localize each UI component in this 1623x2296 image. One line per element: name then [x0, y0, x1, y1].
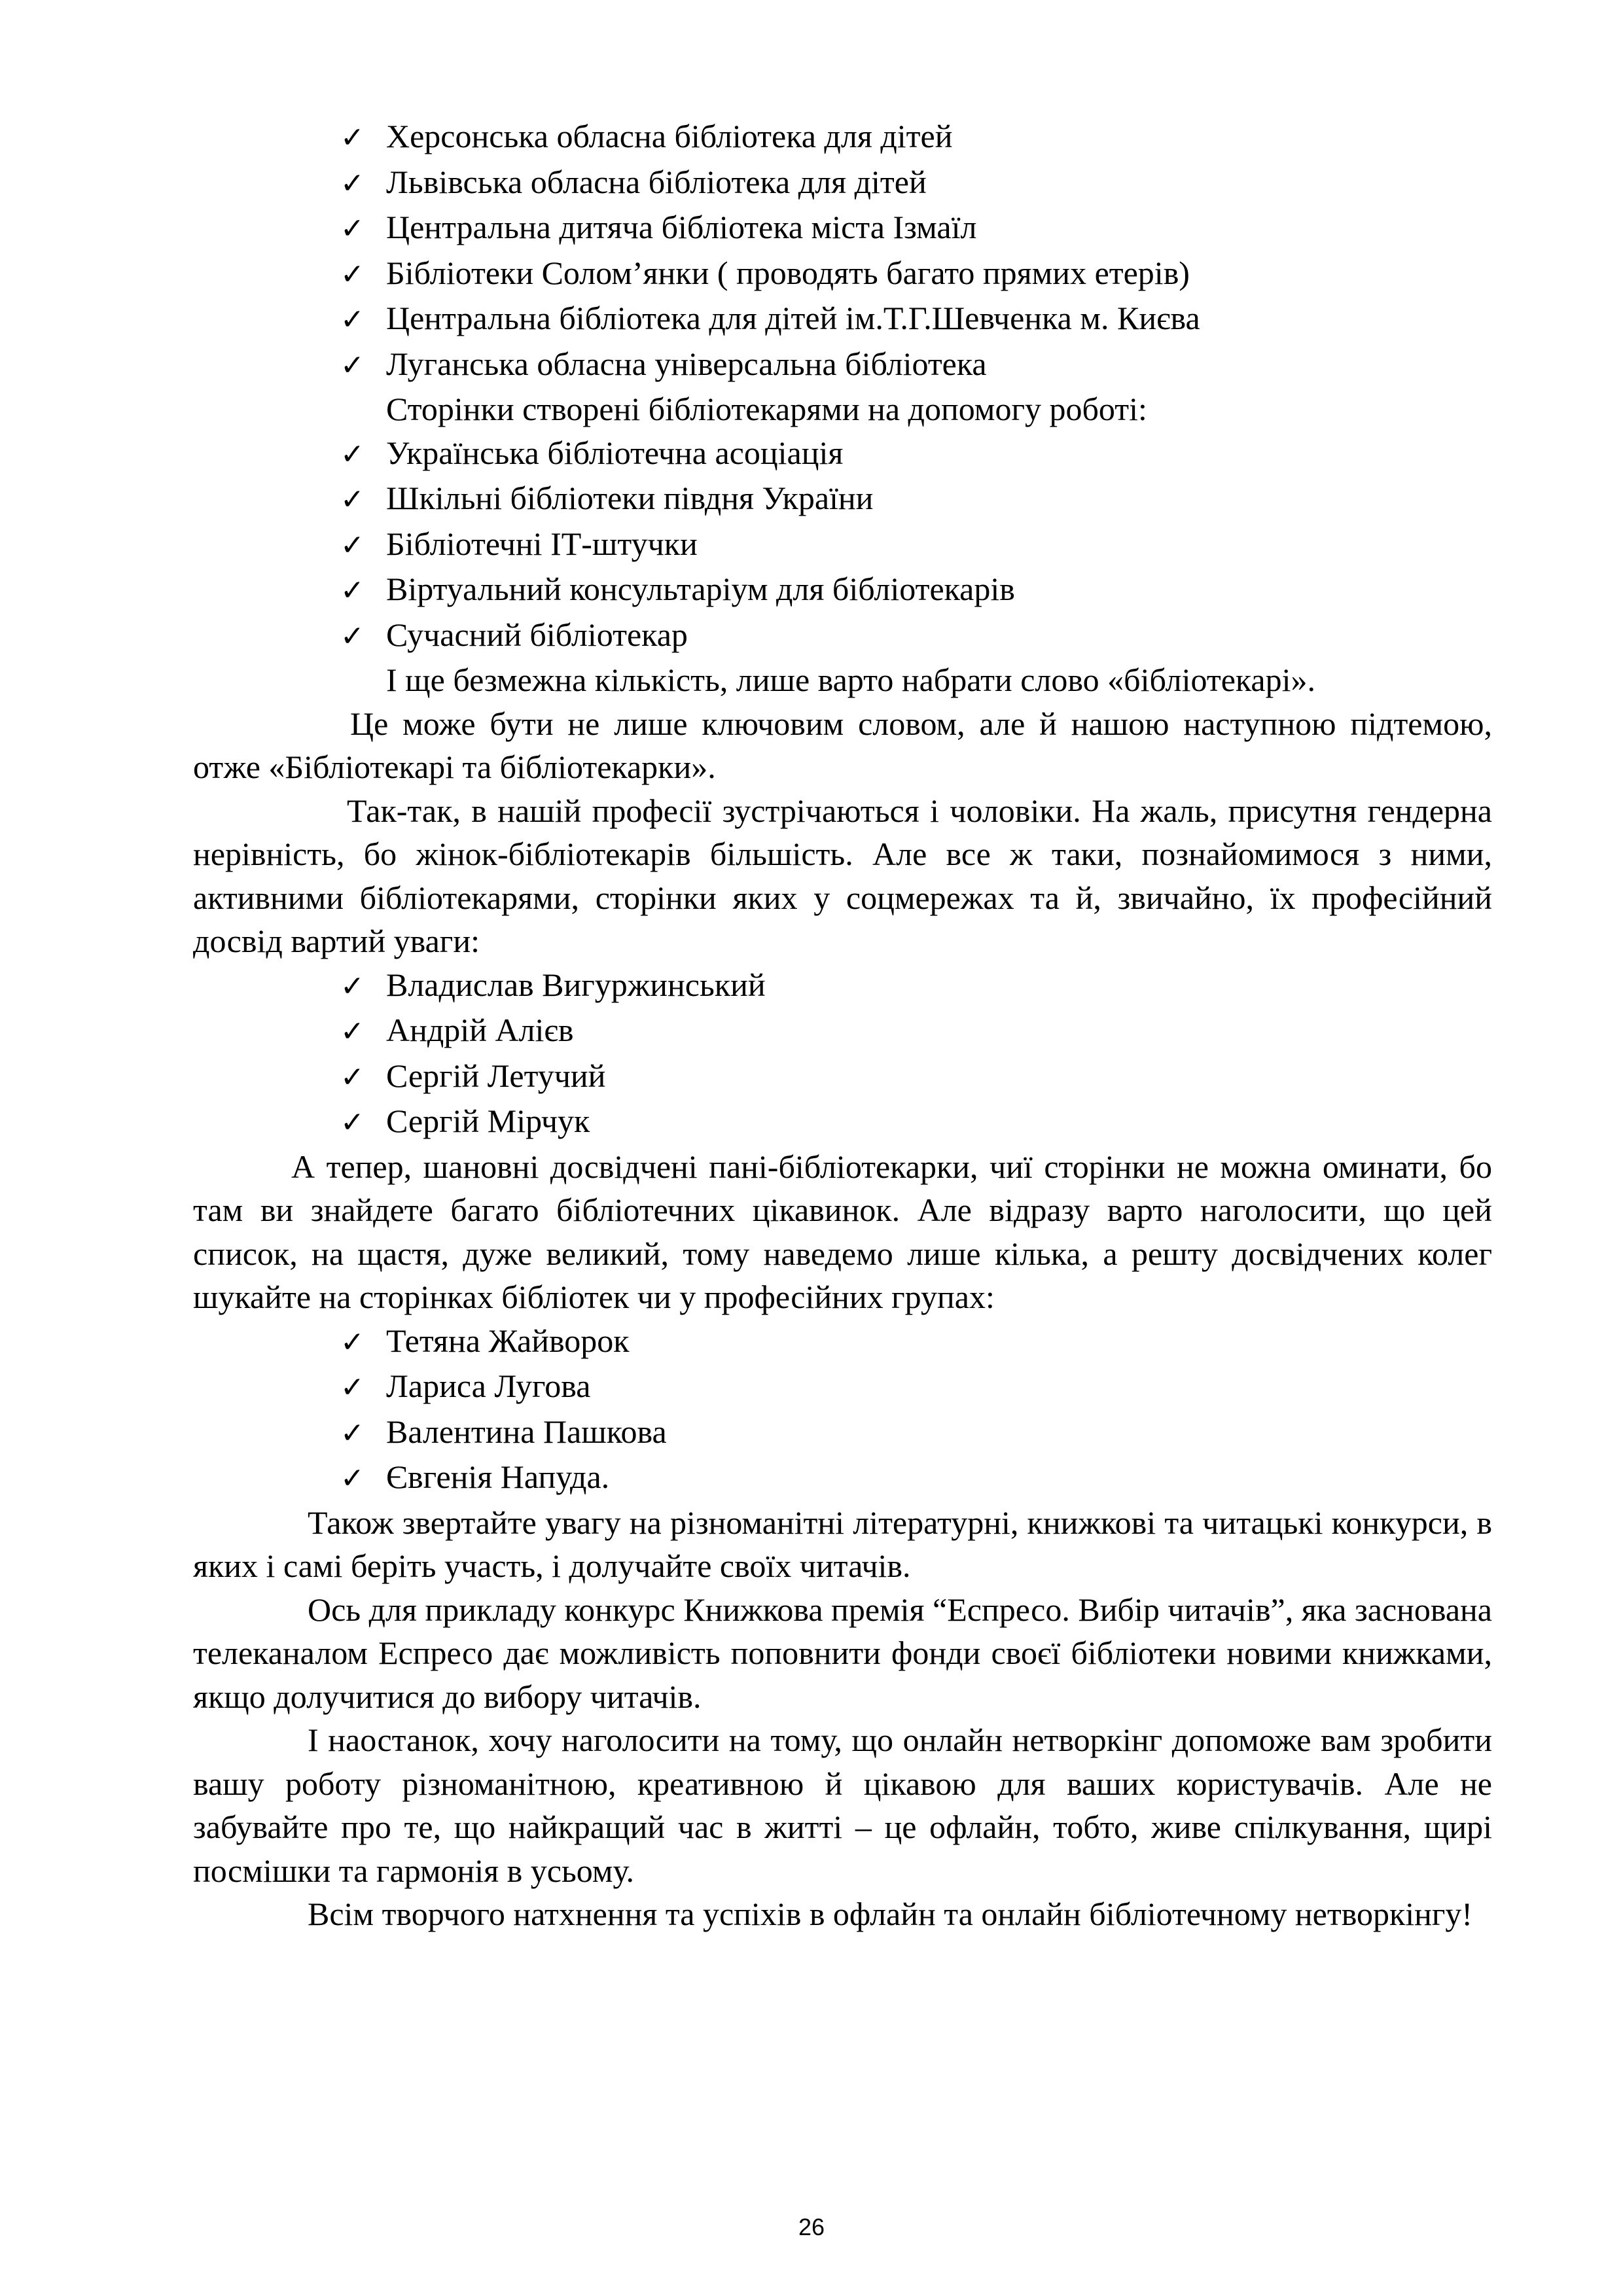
list-item: ✓ Сергій Мірчук [340, 1099, 1492, 1145]
list-item: ✓ Лариса Лугова [340, 1364, 1492, 1410]
checkmark-icon: ✓ [340, 1416, 365, 1450]
checkmark-icon: ✓ [340, 348, 365, 382]
list-item: ✓ Херсонська обласна бібліотека для дітей [340, 115, 1492, 160]
list-item: ✓ Сучасний бібліотекар [340, 613, 1492, 659]
checkmark-icon: ✓ [340, 619, 365, 653]
list-item: ✓ Валентина Пашкова [340, 1410, 1492, 1456]
checkmark-icon: ✓ [340, 1371, 365, 1404]
list-item: ✓ Центральна дитяча бібліотека міста Ізмаїл [340, 205, 1492, 251]
paragraph: І ще безмежна кількість, лише варто набрати слово «бібліотекарі». [386, 662, 1316, 698]
checkmark-icon: ✓ [340, 528, 365, 562]
paragraph: Також звертайте увагу на різноманітні літературні, книжкові та читацькі конкурси, в яких і самі беріть участь, і долучайте своїх читачів. [193, 1504, 1492, 1584]
checkmark-icon: ✓ [340, 257, 365, 291]
list-item: ✓ Шкільні бібліотеки півдня України [340, 476, 1492, 522]
list-item: ✓ Владислав Вигуржинський [340, 963, 1492, 1009]
male-librarians-list [193, 963, 1492, 1145]
page-number: 26 [798, 2214, 825, 2240]
list-item: ✓ Бібліотечні ІТ-штучки [340, 522, 1492, 568]
checkmark-icon: ✓ [340, 1106, 365, 1139]
paragraph: Всім творчого натхнення та успіхів в офлайн та онлайн бібліотечному нетворкінгу! [308, 1896, 1473, 1932]
list-item: ✓ Сергій Летучий [340, 1054, 1492, 1100]
children-libraries-list [193, 115, 1492, 431]
checkmark-icon: ✓ [340, 969, 365, 1003]
list-item: ✓ Євгенія Напуда. [340, 1455, 1492, 1501]
checkmark-icon: ✓ [340, 483, 365, 516]
page-content [193, 115, 1492, 1936]
female-librarians-list [193, 1319, 1492, 1501]
checkmark-icon: ✓ [340, 121, 365, 154]
list-item: ✓ Луганська обласна універсальна бібліотека [340, 342, 1492, 388]
list-item: ✓ Бібліотеки Солом’янки ( проводять багато прямих етерів) [340, 251, 1492, 297]
paragraph: Ось для прикладу конкурс Книжкова премія “Еспресо. Вибір читачів”, яка заснована телеканалом Еспресо дає можливість поповнити фонди своєї бібліотеки новими книжками, якщо долучитися до вибору читачів. [193, 1591, 1492, 1715]
checkmark-icon: ✓ [340, 437, 365, 471]
list-item: ✓ Андрій Алієв [340, 1008, 1492, 1054]
paragraph: Це може бути не лише ключовим словом, але й нашою наступною підтемою, отже «Бібліотекарі та бібліотекарки». [193, 705, 1492, 785]
paragraph: А тепер, шановні досвідчені пані-бібліотекарки, чиї сторінки не можна оминати, бо там ви знайдете багато бібліотечних цікавинок. Але відразу варто наголосити, що цей список, на щастя, дуже великий, тому наведемо лише кілька, а решту досвідчених колег шукайте на сторінках бібліотек чи у професійних групах: [193, 1148, 1492, 1315]
checkmark-icon: ✓ [340, 303, 365, 336]
checkmark-icon: ✓ [340, 1060, 365, 1094]
checkmark-icon: ✓ [340, 1462, 365, 1495]
librarian-pages-list [193, 431, 1492, 659]
paragraph: Так-так, в нашій професії зустрічаються і чоловіки. На жаль, присутня гендерна нерівність, бо жінок-бібліотекарів більшість. Але все ж таки, познайомимося з ними, активними бібліотекарями, сторінки яких у соцмережах та й, звичайно, їх професійний досвід вартий уваги: [193, 792, 1492, 959]
list-item: ✓ Українська бібліотечна асоціація [340, 431, 1492, 477]
list-subheading: Сторінки створені бібліотекарями на допомогу роботі: [386, 391, 1147, 427]
list-item: ✓ Тетяна Жайворок [340, 1319, 1492, 1365]
list-item: ✓ Віртуальний консультаріум для бібліотекарів [340, 567, 1492, 613]
checkmark-icon: ✓ [340, 1325, 365, 1359]
checkmark-icon: ✓ [340, 166, 365, 200]
list-item: ✓ Центральна бібліотека для дітей ім.Т.Г.Шевченка м. Києва [340, 296, 1492, 342]
checkmark-icon: ✓ [340, 212, 365, 245]
paragraph: І наостанок, хочу наголосити на тому, що онлайн нетворкінг допоможе вам зробити вашу роботу різноманітною, креативною й цікавою для ваших користувачів. Але не забувайте про те, що найкращий час в житті – це офлайн, тобто, живе спілкування, щирі посмішки та гармонія в усьому. [193, 1722, 1492, 1889]
list-item: ✓ Львівська обласна бібліотека для дітей [340, 160, 1492, 206]
checkmark-icon: ✓ [340, 574, 365, 607]
checkmark-icon: ✓ [340, 1015, 365, 1048]
